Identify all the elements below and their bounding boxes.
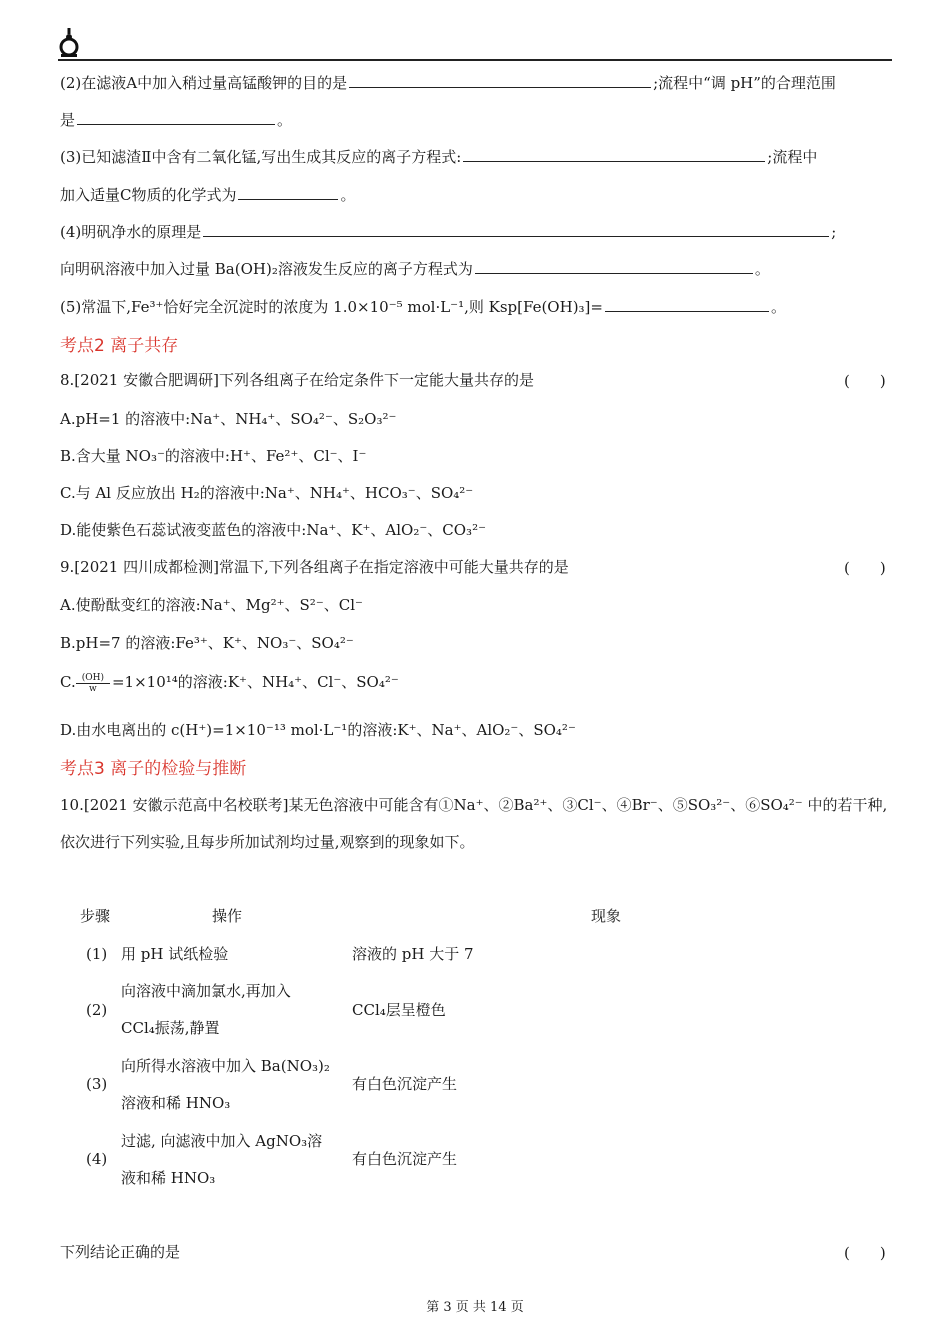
period: 。 bbox=[754, 260, 770, 278]
table-row-operation: 过滤, 向滤液中加入 AgNO₃溶 bbox=[121, 1132, 323, 1150]
table-header-result: 现象 bbox=[591, 907, 622, 925]
answer-blank[interactable] bbox=[475, 259, 753, 274]
table-header-step: 步骤 bbox=[80, 907, 111, 925]
table-row-step: (3) bbox=[86, 1075, 108, 1093]
table-row-operation-cont: 溶液和稀 HNO₃ bbox=[121, 1094, 231, 1112]
table-row-step: (1) bbox=[86, 945, 108, 963]
fraction-numerator: (OH) bbox=[76, 673, 110, 684]
q7-part2-text-b: ;流程中“调 pH”的合理范围 bbox=[653, 74, 836, 92]
table-row-operation: 用 pH 试纸检验 bbox=[121, 945, 229, 963]
period: 。 bbox=[340, 186, 356, 204]
table-row-result: CCl₄层呈橙色 bbox=[352, 1001, 446, 1019]
q7-part3-text: (3)已知滤渣Ⅱ中含有二氧化锰,写出生成其反应的离子方程式: bbox=[60, 148, 462, 166]
table-row-result: 有白色沉淀产生 bbox=[352, 1075, 458, 1093]
section-heading-3: 考点3 离子的检验与推断 bbox=[60, 759, 247, 779]
answer-blank[interactable] bbox=[463, 147, 765, 162]
answer-blank[interactable] bbox=[77, 110, 275, 125]
q7-part4-text: (4)明矾净水的原理是 bbox=[60, 223, 202, 241]
answer-blank[interactable] bbox=[238, 185, 338, 200]
q9-answer-paren[interactable]: ( ) bbox=[844, 559, 886, 577]
q7-part5-text: (5)常温下,Fe³⁺恰好完全沉淀时的浓度为 1.0×10⁻⁵ mol·L⁻¹,则 Ksp[Fe(OH)₃]= bbox=[60, 298, 603, 316]
fraction-denominator: w bbox=[88, 683, 97, 694]
q8-option-b[interactable]: B.含大量 NO₃⁻的溶液中:H⁺、Fe²⁺、Cl⁻、I⁻ bbox=[60, 447, 367, 465]
q7-part3-line1 bbox=[60, 147, 817, 167]
page-footer: 第 3 页 共 14 页 bbox=[426, 1300, 524, 1315]
q7-part3-line2 bbox=[60, 185, 356, 205]
table-header-operation: 操作 bbox=[212, 907, 243, 925]
q7-part4-line1 bbox=[60, 222, 836, 242]
period: 。 bbox=[770, 298, 786, 316]
table-row-operation: 向溶液中滴加氯水,再加入 bbox=[121, 982, 291, 1000]
q7-part2-text-c: 是 bbox=[60, 111, 76, 129]
q7-part4-text-b: 向明矾溶液中加入过量 Ba(OH)₂溶液发生反应的离子方程式为 bbox=[60, 260, 473, 278]
logo-icon bbox=[58, 26, 80, 58]
fraction bbox=[76, 673, 110, 694]
answer-blank[interactable] bbox=[605, 297, 769, 312]
q10-answer-paren[interactable]: ( ) bbox=[844, 1244, 886, 1262]
q8-option-d[interactable]: D.能使紫色石蕊试液变蓝色的溶液中:Na⁺、K⁺、AlO₂⁻、CO₃²⁻ bbox=[60, 521, 487, 539]
table-row-step: (2) bbox=[86, 1001, 108, 1019]
q9-stem: 9.[2021 四川成都检测]常温下,下列各组离子在指定溶液中可能大量共存的是 bbox=[60, 558, 569, 576]
q9-option-d[interactable]: D.由水电离出的 c(H⁺)=1×10⁻¹³ mol·L⁻¹的溶液:K⁺、Na⁺、AlO₂⁻、SO₄²⁻ bbox=[60, 721, 576, 739]
q10-stem-line2: 依次进行下列实验,且每步所加试剂均过量,观察到的现象如下。 bbox=[60, 833, 475, 851]
q8-stem: 8.[2021 安徽合肥调研]下列各组离子在给定条件下一定能大量共存的是 bbox=[60, 371, 534, 389]
q7-part3-text-b: ;流程中 bbox=[767, 148, 818, 166]
q8-option-a[interactable]: A.pH=1 的溶液中:Na⁺、NH₄⁺、SO₄²⁻、S₂O₃²⁻ bbox=[60, 410, 397, 428]
q8-answer-paren[interactable]: ( ) bbox=[844, 372, 886, 390]
semicolon: ; bbox=[831, 223, 837, 241]
header-rule bbox=[58, 59, 892, 61]
answer-blank[interactable] bbox=[349, 73, 651, 88]
q9-option-b[interactable]: B.pH=7 的溶液:Fe³⁺、K⁺、NO₃⁻、SO₄²⁻ bbox=[60, 634, 354, 652]
q10-conclusion: 下列结论正确的是 bbox=[60, 1243, 181, 1261]
table-row-operation: 向所得水溶液中加入 Ba(NO₃)₂ bbox=[121, 1057, 330, 1075]
q7-part3-text-c: 加入适量C物质的化学式为 bbox=[60, 186, 237, 204]
option-text: =1×10¹⁴的溶液:K⁺、NH₄⁺、Cl⁻、SO₄²⁻ bbox=[111, 673, 399, 691]
q7-part2-line1 bbox=[60, 73, 836, 93]
option-letter: C. bbox=[60, 673, 76, 691]
period: 。 bbox=[277, 111, 293, 129]
q7-part5-line bbox=[60, 297, 786, 317]
table-row-operation-cont: 液和稀 HNO₃ bbox=[121, 1169, 216, 1187]
q10-stem-line1: 10.[2021 安徽示范高中名校联考]某无色溶液中可能含有①Na⁺、②Ba²⁺、③Cl⁻、④Br⁻、⑤SO₃²⁻、⑥SO₄²⁻ 中的若干种, bbox=[60, 796, 888, 814]
q9-option-a[interactable]: A.使酚酞变红的溶液:Na⁺、Mg²⁺、S²⁻、Cl⁻ bbox=[60, 596, 363, 614]
table-row-result: 有白色沉淀产生 bbox=[352, 1150, 458, 1168]
q7-part4-line2 bbox=[60, 259, 770, 279]
q8-option-c[interactable]: C.与 Al 反应放出 H₂的溶液中:Na⁺、NH₄⁺、HCO₃⁻、SO₄²⁻ bbox=[60, 484, 474, 502]
q7-part2-text: (2)在滤液A中加入稍过量高锰酸钾的目的是 bbox=[60, 74, 348, 92]
table-row-result: 溶液的 pH 大于 7 bbox=[352, 945, 474, 963]
table-row-step: (4) bbox=[86, 1150, 108, 1168]
q7-part2-line2 bbox=[60, 110, 292, 130]
table-row-operation-cont: CCl₄振荡,静置 bbox=[121, 1019, 220, 1037]
answer-blank[interactable] bbox=[203, 222, 829, 237]
section-heading-2: 考点2 离子共存 bbox=[60, 336, 179, 356]
q9-option-c[interactable] bbox=[60, 672, 399, 694]
